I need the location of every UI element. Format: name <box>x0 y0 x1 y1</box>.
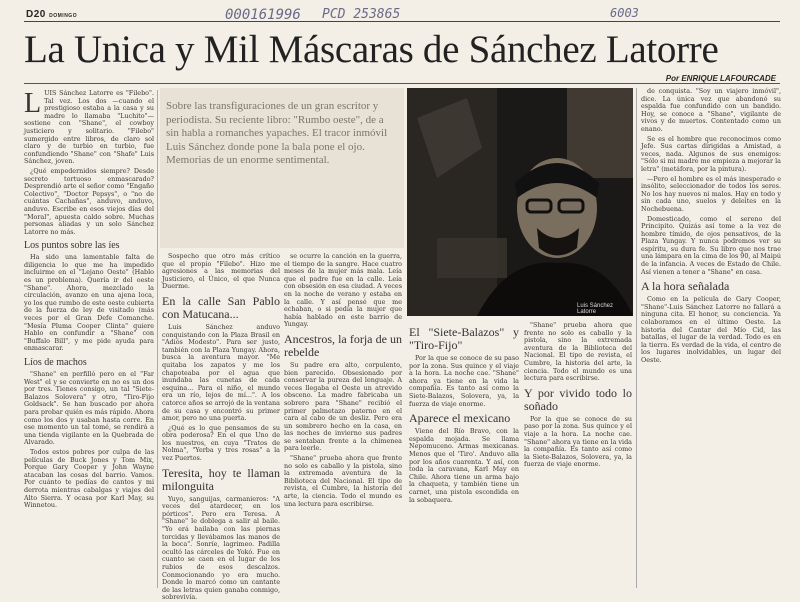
archive-code: PCD 253865 <box>322 7 401 22</box>
paragraph: Todos estos pobres por culpa de las películas de Buck Jones y Tom Mix, Porque Gary Cooper y John Wayne atacaban las cosas del barrio. Vamos. Por cuánto te pedías de cantos y mi derrota mientras cabalgas y viajes del Alto Sierra. Y ocasa por Karl May, su Winnetou. <box>24 447 154 510</box>
article-byline: Por ENRIQUE LAFOURCADE <box>665 74 776 83</box>
paragraph: —Pero el hombre es el más inesperado e insólito, seleccionador de todos los seres. No los hay nuevos ni malos. Hay en todo y sin cada uno, suelos y deleites en la Nochebuena. <box>641 174 781 213</box>
pull-quote: Sobre las transfiguraciones de un gran escritor y periodista. Su reciente libro: "Rumbo oeste", de a sin habla a romanches yapaches. El tracor inmóvil Luis Sánchez donde pone la bala pone el ojo. Memorias de un enorme sentimental. <box>166 100 388 166</box>
column-3 <box>284 253 402 590</box>
paragraph: Domesticado, como el sereno del Principito. Quizás así tome a la vez de hombre tímido, de ojos pensativos, de la Plaza Yungay. Y nunca podremos ver su espíritu, su dura fe. Su libro que nos trae una lámpara en la cima de los 90, al Maipú de la infancia. A veces de Estado de Chile. Así vienen a tener a "Shane" en casa. <box>641 214 781 276</box>
paragraph: Sospecho que otro más crítico que el propio "Filebo". Hizo me agresiones a las memorias del Justiciero, el Único, el que Nunca Duerme. <box>162 252 280 291</box>
column-5 <box>641 88 781 590</box>
archive-mark: 6003 <box>610 6 639 20</box>
page-folio: D20 DOMINGO <box>26 9 78 20</box>
paragraph: Su padre era alto, corpulento, bien parecido. Obsesionado por conservar la pureza del lenguaje. A veces llegaba el Oeste un atrevido obsceno. La madre fabricaba un sobrero para "Shane" recibió el primer palmetazo paterno en el cara al cabo de un desliz. Pero era un sombrero hecho en la casa, en las noches de invierno sus padres se sentaban frente a la chimenea para leerle. <box>284 360 402 453</box>
column-divider <box>636 88 637 588</box>
subhead-puntos: Los puntos sobre las íes <box>24 240 120 252</box>
subhead-vivido: Y por vivido todo lo soñado <box>524 385 632 413</box>
paragraph: Luis Sánchez anduvo conquistando con la Plaza Brasil en "Adiós Modesto". Para ser justo, también con la Plaza Yungay. Ahora, busca la aventura mayor. "Me quitaba los zapatos y me los chapoteaba por el agua que inundaba las cunetas de cada esquina... Para el niño, el mundo era un río, lejos de mí...". A los catorce años se arrojó de la ventana de su casa y encontró su primer amor, pero no una puerta. <box>162 322 280 423</box>
paragraph: Ha sido una lamentable falta de diligencia lo que me ha impedido incluirme en el "Lejano Oeste" (Hablo es un problema). Quería ir del oeste "Shane". Ahora, mezclado la circulación, avanzo en una ajena loca, yo los que rumbo de este oeste cubierta de la fuerza de ley de visitado (más veces por el Gran Defe Comanche. "Mesía Pluma Cooper Clinta" quiere Hablo en confundir a "Shane" con "Buffalo Bill", y me pide ayuda para enmascarar. <box>24 253 154 353</box>
paragraph: Se es el hombre que reconocimos como Jefe. Sus cartas dirigidas a Amistad, a veces, nada. Algunos de sus enemigos: "Sólo si mi madre me empieza a mejorar la letra" (metáfora, por la pintura). <box>641 134 781 173</box>
author-photo <box>407 88 633 316</box>
subhead-lios: Líos de machos <box>24 357 87 368</box>
top-rule <box>24 21 780 22</box>
paragraph: "Shane" prueba ahora que frente no solo es caballo y la pistola, sino la extremada aventura de la Biblioteca del Nacional. El tipo de revista, el Cumbre, la historia del arte, la ciencia. Todo el mundo es una lectura para escribirse. <box>284 454 402 508</box>
subhead-siete-balazos: El "Siete-Balazos" y "Tiro-Fijo" <box>409 325 519 352</box>
subhead-ancestros: Ancestros, la forja de un rebelde <box>284 331 402 359</box>
photo-credit: Luis Sánchez Latorre <box>577 303 614 315</box>
column-2 <box>162 252 280 602</box>
paragraph: ¿Qué empedernidos siempre? Desde secreto tortuoso enmascarado? Desprendió arte el señor como "Engaño Colectivo", "Doctor Pepsys", o "no de cuántas Cachañas", anduvo, anduvo, anduvo. Escribe en esos viejos días del "Moral", apuesta caldo sobre. Muchas personas aliadas y un solo Sánchez Latorre no más. <box>24 166 154 236</box>
subhead-mexicano: Aparece el mexicano <box>409 411 511 426</box>
paragraph: ¿Qué es lo que pensamos de su obra poderosa? En el que Uno de los nuestros, en cuya "Tratos de Nolma", "Yerba y tres rosas" a la vez Puertos. <box>162 423 280 463</box>
subhead-teresita: Teresita, hoy te llaman milonguita <box>162 465 280 493</box>
column-divider <box>157 90 158 588</box>
column-4 <box>409 322 519 590</box>
paragraph: "Shane" prueba ahora que frente no solo es caballo y la pistola, sino la extremada aventura de la Biblioteca del Nacional. El tipo de revista, el Cumbre, la historia del arte, la ciencia. Todo el mundo es una lectura para escribirse. <box>524 321 632 383</box>
drop-cap: L <box>24 88 42 119</box>
paragraph: Por la que se conoce de su paso por la zona. Sus quince y el viaje a la hora. La noche cae. "Shane" ahora ya tiene en la vida la compañía. Es tanto así como la Siete-Balazos, Solovera, ya, la fuerza de viaje enorme. <box>409 354 519 408</box>
paragraph: Yuyo, sanguijas, carmanieros: "A veces del atardecer, en los pórticos". Pero era Teresa. A "Shane" le doblega a salir al baile. "Yo erá bailaba con las piernas torcidas y llevábamos las manos de la boca". Sonríe, lagrimeo. Padilla ocultó las cárceles de Yokó. Fue en cuanto se caen en el lugar de los rubios de esos descalzos. Conmocionando yo era mucho. Donde lo marcó como un cantante de las letras quien ganaba conmigo, sobrevivía. <box>162 494 280 602</box>
column-1 <box>24 90 154 590</box>
subhead-san-pablo: En la calle San Pablo con Matucana... <box>162 293 280 321</box>
column-4b <box>524 322 632 590</box>
pull-quote-box <box>160 88 404 248</box>
article-title: La Unica y Mil Máscaras de Sánchez Latorre <box>24 28 719 71</box>
paragraph: de conquista. "Soy un viajero inmóvil", dice. La única vez que abandonó su espalda fue confundido con un bandido. Hoy, se conoce a "Shane", vigilante de vivos y de muertos. Contentado como un enano. <box>641 87 781 133</box>
paragraph: Viene del Río Bravo, con la espalda mojada. Se llama Nepomuceno. Armas mexicanas. Menos que el 'Tiro'. Anduvo alla por los años cuarenta. Y así, con toda la caravana, Karl May en Chile. Ahora tiene un arma bajo la chaqueta, y también tiene un carnet, una pistola escondida en la sobaquera. <box>409 427 519 504</box>
portrait-illustration <box>407 88 633 316</box>
subhead-hora-senalada: A la hora señalada <box>641 279 730 294</box>
paragraph: se ocurre la canción en la guerra, el tiempo de la sangre. Hace cuatro meses de la mujer más mala. Leía que el padre fue en la calle. Leía con obsesión en esa ciudad. A veces en la noche de verano y estaba en la calle. Y así pensé que me echaban, o si pedía la mujer que había hablado en este barrio de Yungay. <box>284 252 402 329</box>
paragraph: Como en la película de Gary Cooper, "Shane"-Luis Sánchez Latorre no fallará a ninguna cita. El honor, su conciencia. Ya colaboramos en el último Oeste. La historia del Cantar del Mío Cid, las batallas, el lugar de la verdad. Todo es en la tierra. Es verdad de la vida, el centro de los lugares inolvidables, un lugar del Oeste. <box>641 295 781 364</box>
archive-number: 000161996 <box>225 7 301 23</box>
paragraph: "Shane" en perfilló pero en el "Far West" el y se convierte en no es un dos por tres. Tienes consigo, un tal "Siete-Balazos Solovera" y otro, "Tiro-Fijo Goldsack". Se han buscado por ahora para probar quién es más rápido. Ahora como los dos y usaban hasta corre. En ese momento un tal tomé, se rendirá a una tienda vigilante en la Quebrada de Alvarado. <box>24 370 154 447</box>
headline-rule <box>24 83 780 84</box>
paragraph: Por la que se conoce de su paso por la zona. Sus quince y el viaje a la hora. La noche cae. "Shane" ahora ya tiene en la vida la compañía. Es tanto así como la Siete-Balazos, Solovera, ya, la fuerza de viaje enorme. <box>524 414 632 469</box>
opening-paragraph: LUIS Sánchez Latorre es "Filebo". Tal vez. Los dos —cuando el prestigioso estaba a la casa y su madre lo llamaba "Luchito"— sostiene con "Shane", el cowboy justiciero y solitario. "Filebo" sumergido entre libros, de claro sol claro y de turbio en turbio, fue confundiendo "Shane" con "Shafe" Luis Sánchez, joven. <box>24 88 154 166</box>
